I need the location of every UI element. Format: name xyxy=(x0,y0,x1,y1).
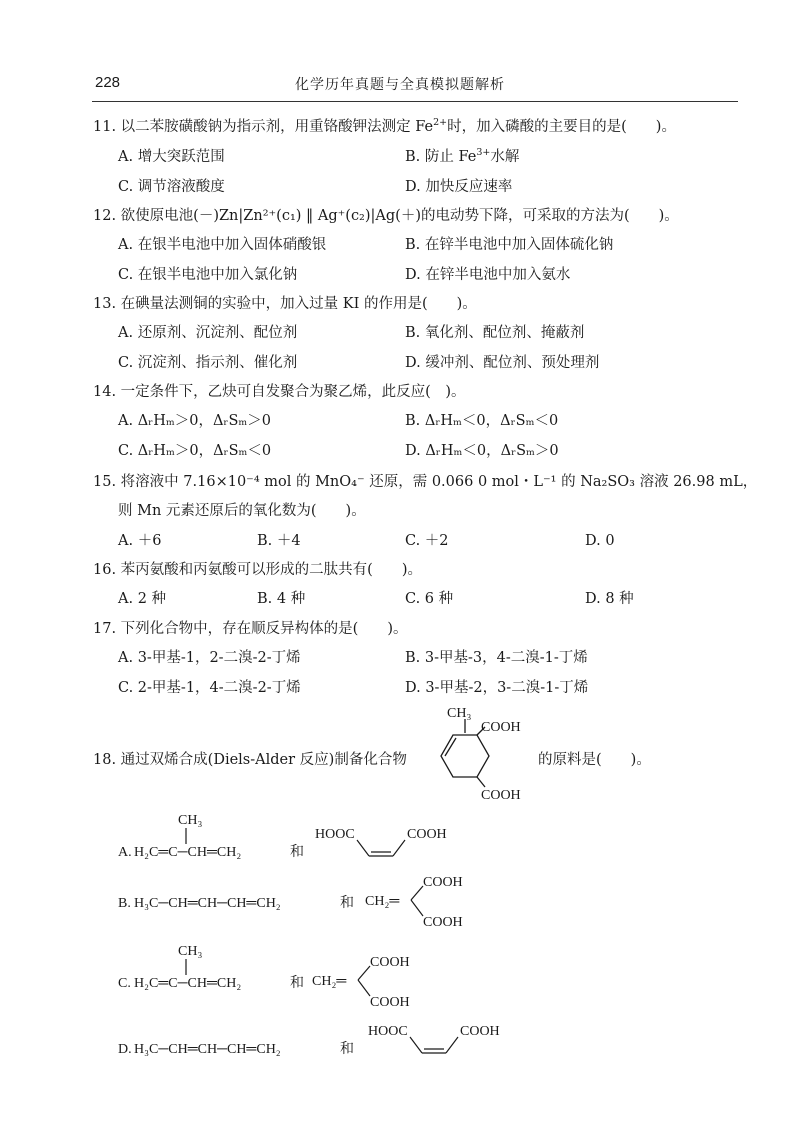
ring-ch3-label: CH₃ xyxy=(447,706,472,721)
q18-option-a-label: A. xyxy=(118,845,132,860)
question-17-stem: 17. 下列化合物中，存在顺反异构体的是( )。 xyxy=(93,621,408,637)
svg-text:COOH: COOH xyxy=(370,955,410,970)
q18-option-c-methyl xyxy=(176,943,216,979)
svg-text:CH₂═: CH₂═ xyxy=(365,894,400,909)
q18-option-b-diene: H₃C─CH═CH─CH═CH₂ xyxy=(134,896,281,911)
question-18-stem-b: 的原料是( )。 xyxy=(538,752,651,768)
svg-text:HOOC: HOOC xyxy=(315,827,355,842)
q18-option-a-diene: H₂C═C─CH═CH₂ xyxy=(134,845,242,860)
q15-option-c: C. ＋2 xyxy=(405,533,449,549)
svg-text:HOOC: HOOC xyxy=(368,1024,408,1039)
q15-option-b: B. ＋4 xyxy=(257,533,301,549)
q11-option-c: C. 调节溶液酸度 xyxy=(118,179,225,195)
q18-option-a-methyl xyxy=(176,812,216,848)
question-18-stem-a: 18. 通过双烯合成(Diels-Alder 反应)制备化合物 xyxy=(93,752,407,768)
ring-cooh-top-label: COOH xyxy=(481,720,521,735)
q18-option-c-diene: H₂C═C─CH═CH₂ xyxy=(134,976,242,991)
svg-text:CH₃: CH₃ xyxy=(178,944,203,959)
q18-option-d-and: 和 xyxy=(340,1042,354,1057)
q15-option-a: A. ＋6 xyxy=(118,533,162,549)
q16-option-a: A. 2 种 xyxy=(118,591,167,607)
q12-option-c: C. 在银半电池中加入氯化钠 xyxy=(118,267,298,283)
q18-option-c-and: 和 xyxy=(290,976,304,991)
svg-text:COOH: COOH xyxy=(460,1024,500,1039)
header-rule xyxy=(92,101,738,102)
q16-option-d: D. 8 种 xyxy=(585,591,634,607)
q11-option-d: D. 加快反应速率 xyxy=(405,179,513,195)
q13-option-a: A. 还原剂、沉淀剂、配位剂 xyxy=(118,325,298,341)
q17-option-b: B. 3-甲基-3，4-二溴-1-丁烯 xyxy=(405,650,588,666)
svg-text:CH₃: CH₃ xyxy=(178,813,203,828)
question-14-stem: 14. 一定条件下，乙炔可自发聚合为聚乙烯，此反应( )。 xyxy=(93,384,466,400)
q14-option-b: B. ΔᵣHₘ＜0，ΔᵣSₘ＜0 xyxy=(405,413,559,429)
q15-option-d: D. 0 xyxy=(585,533,615,549)
svg-text:COOH: COOH xyxy=(370,995,410,1010)
q18-option-b-methylene-malonic xyxy=(365,872,505,932)
q18-option-d-diene: H₃C─CH═CH─CH═CH₂ xyxy=(134,1042,281,1057)
q16-option-b: B. 4 种 xyxy=(257,591,306,607)
q17-option-a: A. 3-甲基-1，2-二溴-2-丁烯 xyxy=(118,650,301,666)
q18-option-d-maleic-acid xyxy=(368,1021,558,1061)
q16-option-c: C. 6 种 xyxy=(405,591,454,607)
question-13-stem: 13. 在碘量法测铜的实验中，加入过量 KI 的作用是( )。 xyxy=(93,296,477,312)
q18-option-c-label: C. xyxy=(118,976,131,991)
q11-option-a: A. 增大突跃范围 xyxy=(118,149,225,165)
q11-option-b: B. 防止 $Fe^{3+}$水解 xyxy=(405,147,520,165)
target-compound-structure xyxy=(425,705,535,805)
q18-option-b-label: B. xyxy=(118,896,131,911)
q12-option-d: D. 在锌半电池中加入氨水 xyxy=(405,267,571,283)
q14-option-d: D. ΔᵣHₘ＜0，ΔᵣSₘ＞0 xyxy=(405,443,559,459)
q14-option-a: A. ΔᵣHₘ＞0，ΔᵣSₘ＞0 xyxy=(118,413,272,429)
q12-option-a: A. 在银半电池中加入固体硝酸银 xyxy=(118,237,327,253)
q18-option-a-maleic-acid xyxy=(315,824,505,864)
svg-text:COOH: COOH xyxy=(423,875,463,890)
q17-option-d: D. 3-甲基-2，3-二溴-1-丁烯 xyxy=(405,680,589,696)
running-title: 化学历年真题与全真模拟题解析 xyxy=(295,77,505,93)
q13-option-b: B. 氧化剂、配位剂、掩蔽剂 xyxy=(405,325,585,341)
q18-option-b-and: 和 xyxy=(340,896,354,911)
q12-option-b: B. 在锌半电池中加入固体硫化钠 xyxy=(405,237,614,253)
page-number: 228 xyxy=(95,74,121,91)
question-16-stem: 16. 苯丙氨酸和丙氨酸可以形成的二肽共有( )。 xyxy=(93,562,422,578)
q18-option-c-methylene-malonic xyxy=(312,952,452,1012)
q18-option-a-and: 和 xyxy=(290,845,304,860)
q17-option-c: C. 2-甲基-1，4-二溴-2-丁烯 xyxy=(118,680,301,696)
q18-option-d-label: D. xyxy=(118,1042,132,1057)
question-15-stem-line2: 则 Mn 元素还原后的氧化数为( )。 xyxy=(118,503,366,519)
question-15-stem-line1: 15. 将溶液中 7.16×10⁻⁴ mol 的 MnO₄⁻ 还原，需 0.066 0 mol・L⁻¹ 的 Na₂SO₃ 溶液 26.98 mL， xyxy=(93,474,758,490)
q13-option-d: D. 缓冲剂、配位剂、预处理剂 xyxy=(405,355,600,371)
q14-option-c: C. ΔᵣHₘ＞0，ΔᵣSₘ＜0 xyxy=(118,443,272,459)
svg-text:COOH: COOH xyxy=(423,915,463,930)
ring-cooh-bottom-label: COOH xyxy=(481,788,521,803)
question-11-stem: 11. 以二苯胺磺酸钠为指示剂，用重铬酸钾法测定 $Fe^{2+}$时，加入磷酸的主要目的是( )。 xyxy=(93,117,676,135)
q13-option-c: C. 沉淀剂、指示剂、催化剂 xyxy=(118,355,298,371)
question-12-stem: 12. 欲使原电池(－)Zn|Zn²⁺(c₁) ‖ Ag⁺(c₂)|Ag(＋)的电动势下降，可采取的方法为( )。 xyxy=(93,208,679,224)
svg-text:COOH: COOH xyxy=(407,827,447,842)
svg-text:CH₂═: CH₂═ xyxy=(312,974,347,989)
